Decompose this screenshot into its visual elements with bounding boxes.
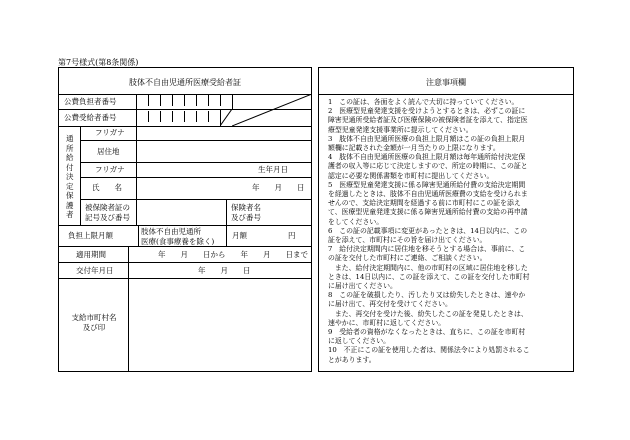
note-line: 療型児童発達支援事業所に提示してください。 — [328, 125, 473, 134]
void-diagonal-small — [220, 109, 232, 126]
notes-title: 注意事項欄 — [426, 78, 466, 87]
note-line: 4 肢体不自由児通所医療の負担上限月額は毎年通所給付決定保 — [328, 153, 526, 162]
yen-label: 円 — [288, 231, 296, 240]
note-line: に届け出て、再交付を受けてください。 — [328, 300, 452, 309]
issue-date-label: 交付年月日 — [76, 266, 114, 275]
note-line: を経過したときは、肢体不自由児通所医療費の支給を受けられま — [328, 190, 528, 199]
payer-number-cells — [136, 95, 232, 106]
card-title: 肢体不自由児通所医療受給者証 — [129, 78, 241, 87]
limit-desc: 肢体不自由児通所 医療(食事療養を除く) — [141, 227, 215, 246]
payer-number-label: 公費負担者番号 — [64, 97, 117, 106]
note-line: 認定に必要な関係書類を市町村に提出してください。 — [328, 171, 494, 180]
note-line: の証を交付した市町村にご連絡、ご相談ください。 — [328, 254, 487, 263]
note-line: とがあります。 — [328, 355, 376, 364]
note-line: 2 医療型児童発達支援を受けようとするときは、必ずこの証に — [328, 107, 526, 116]
note-line: 6 この証の記載事項に変更があったときは、14日以内に、この — [328, 226, 528, 235]
note-line: 5 医療型児童発達支援に係る障害児通所給付費の支給決定期間 — [328, 180, 526, 189]
furigana-label-1: フリガナ — [95, 128, 125, 137]
birthdate-label: 生年月日 — [258, 165, 288, 174]
insurer-label: 保険者名 及び番号 — [231, 203, 261, 222]
note-line: に返してください。 — [328, 337, 391, 346]
limit-label: 負担上限月額 — [68, 231, 113, 240]
note-line: 額欄に記載された金額が一月当たりの上限になります。 — [328, 144, 500, 153]
period-value: 年 月 日から 年 月 日まで — [158, 250, 308, 259]
note-line: 3 肢体不自由児通所医療の負担上限月額はこの証の負担上限月 — [328, 134, 526, 143]
note-line: 障害児通所受給者証及び医療保険の被保険者証を添えて、指定医 — [328, 116, 528, 125]
note-line: せんので、支給決定期間を経過する前に市町村にこの証を添え — [328, 199, 521, 208]
furigana-label-2: フリガナ — [95, 165, 125, 174]
birthdate-value: 年 月 日 — [252, 183, 305, 192]
note-line: 10 不正にこの証を使用した者は、関係法令により処罰されるこ — [328, 346, 530, 355]
note-line: 9 受給者の資格がなくなったときは、直ちに、この証を市町村 — [328, 328, 526, 337]
note-line: 1 この証は、各面をよく読んで大切に持っていてください。 — [328, 98, 519, 106]
note-line: に届け出てください。 — [328, 282, 397, 291]
monthly-label: 月額 — [232, 231, 247, 240]
void-diagonal — [232, 94, 312, 126]
note-line: 速やかに、市町村に返してください。 — [328, 318, 446, 327]
note-line: ときは、14日以内に、この証を添えて、この証を交付した市町村 — [328, 272, 530, 281]
note-line: 8 この証を破損したり、汚したり又は紛失したときは、速やか — [328, 291, 526, 300]
note-line: 7 給付決定期間内に居住地を移そうとする場合は、事前に、こ — [328, 245, 526, 254]
note-line: 護者の収入等に応じて決定しますので、所定の時期に、この証と — [328, 162, 528, 171]
notes-list — [328, 98, 564, 365]
issue-date-value: 年 月 日 — [198, 266, 251, 275]
recipient-number-label: 公費受給者番号 — [64, 113, 117, 122]
insured-cert-label: 被保険者証の 記号及び番号 — [85, 203, 130, 222]
note-line: をしてください。 — [328, 217, 384, 226]
form-number-label: 第7号様式(第8条関係) — [58, 58, 139, 67]
note-line: 証を添えて、市町村にその旨を届け出てください。 — [328, 236, 487, 245]
name-label: 氏 名 — [92, 183, 122, 192]
address-label: 居住地 — [97, 147, 120, 156]
note-line: また、再交付を受けた後、紛失したこの証を発見したときは、 — [328, 309, 528, 318]
note-line: て、医療型児童発達支援に係る障害児通所給付費の支給の再申請 — [328, 208, 528, 217]
recipient-number-cells — [136, 111, 220, 122]
note-line: また、給付決定期間内に、他の市町村の区域に居住地を移した — [328, 263, 528, 272]
municipality-label: 支給市町村名 及び印 — [71, 313, 117, 332]
guardian-vertical-label: 通所給付決定保護者 — [66, 134, 74, 219]
period-label: 適用期間 — [76, 250, 106, 259]
